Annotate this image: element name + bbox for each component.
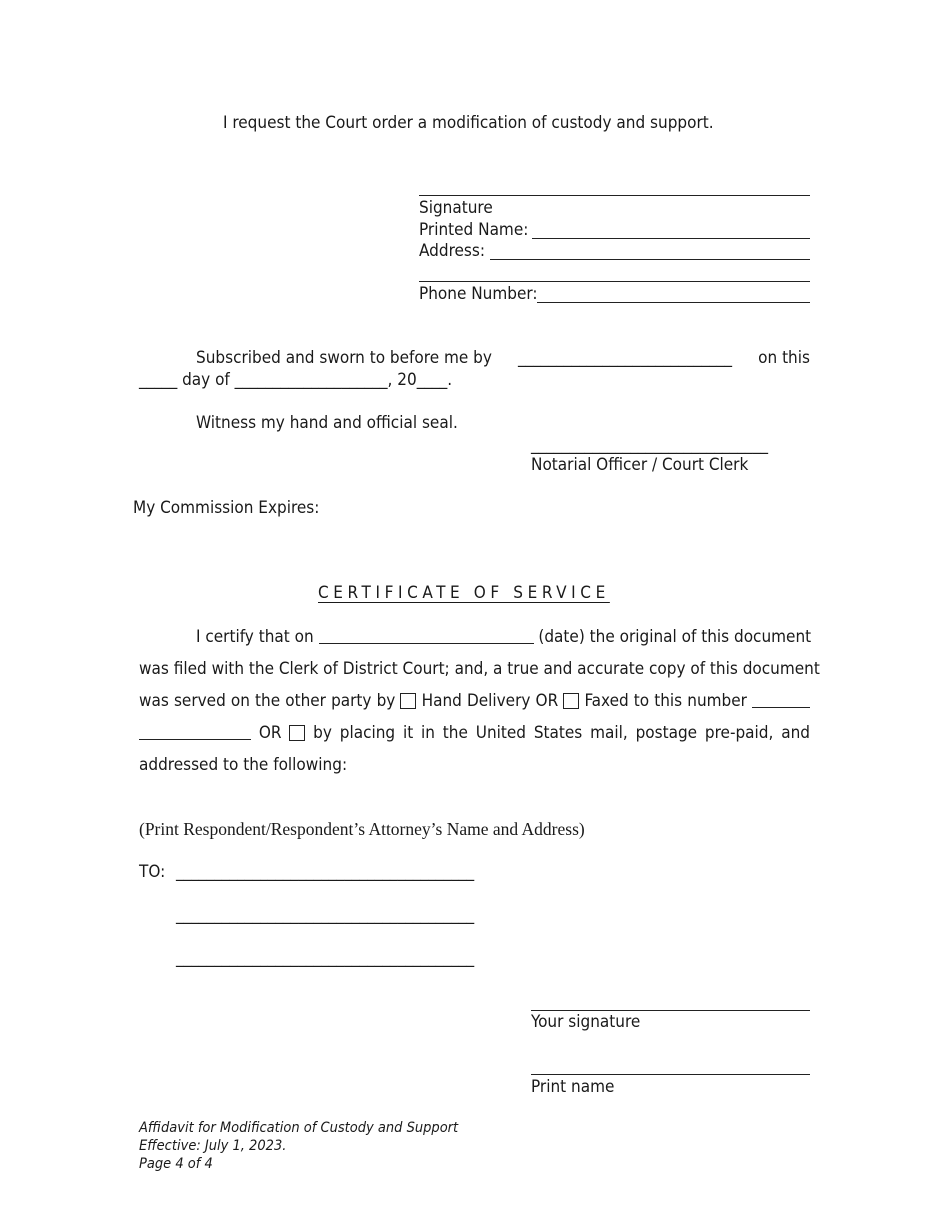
- sworn-by-blank[interactable]: ____________________________: [518, 348, 733, 368]
- address-field-line-2[interactable]: [419, 281, 810, 282]
- jurat-text-end: on this: [758, 348, 810, 368]
- respondent-address-blank-2[interactable]: _______________________________________: [176, 905, 475, 925]
- certificate-title: CERTIFICATE OF SERVICE: [318, 583, 610, 603]
- witness-statement: Witness my hand and official seal.: [196, 413, 458, 433]
- jurat-line-1: [196, 350, 810, 367]
- phone-label: Phone Number:: [419, 284, 538, 304]
- address-label: Address:: [419, 241, 485, 261]
- mail-checkbox[interactable]: [289, 725, 305, 741]
- footer-effective-date: Effective: July 1, 2023.: [139, 1138, 287, 1154]
- address-field-line-1[interactable]: [490, 259, 810, 260]
- footer-form-title: Affidavit for Modification of Custody and Support: [139, 1120, 459, 1136]
- commission-expires-label: My Commission Expires:: [133, 498, 320, 518]
- footer-page-number: Page 4 of 4: [139, 1156, 213, 1172]
- printed-name-field[interactable]: [532, 238, 810, 239]
- hand-delivery-checkbox[interactable]: [400, 693, 416, 709]
- notary-signature-blank[interactable]: _______________________________: [531, 435, 768, 455]
- respondent-address-blank-1[interactable]: _______________________________________: [176, 862, 475, 882]
- to-label: TO:: [139, 862, 166, 882]
- your-signature-label: Your signature: [531, 1012, 641, 1032]
- certificate-row-4: OR by placing it in the United States mail, postage pre-paid, and: [139, 717, 810, 749]
- certificate-row-2: was filed with the Clerk of District Court; and, a true and accurate copy of this document: [139, 659, 820, 679]
- respondent-address-blank-3[interactable]: _______________________________________: [176, 948, 475, 968]
- certificate-row-1: I certify that on (date) the original of this document: [196, 627, 812, 647]
- service-date-field[interactable]: [319, 643, 534, 644]
- notary-label: Notarial Officer / Court Clerk: [531, 455, 749, 475]
- fax-number-field-1[interactable]: [752, 707, 810, 708]
- signature-line[interactable]: [419, 195, 810, 196]
- faxed-checkbox[interactable]: [563, 693, 579, 709]
- jurat-date-line[interactable]: _____ day of ____________________, 20____.: [139, 370, 453, 390]
- certificate-paragraph: [139, 621, 820, 781]
- request-statement: I request the Court order a modification of custody and support.: [223, 113, 714, 133]
- jurat-text-start: Subscribed and sworn to before me by: [196, 348, 492, 368]
- print-name-label: Print name: [531, 1077, 615, 1097]
- printed-name-label: Printed Name:: [419, 220, 529, 240]
- respondent-instruction: (Print Respondent/Respondent’s Attorney’s Name and Address): [139, 819, 585, 839]
- print-name-line[interactable]: [531, 1074, 810, 1075]
- certificate-row-3: was served on the other party by Hand Delivery OR Faxed to this number: [139, 685, 810, 717]
- signature-label: Signature: [419, 198, 493, 218]
- certificate-row-5: addressed to the following:: [139, 755, 348, 775]
- phone-field[interactable]: [537, 302, 810, 303]
- fax-number-field-2[interactable]: [139, 739, 251, 740]
- your-signature-line[interactable]: [531, 1010, 810, 1011]
